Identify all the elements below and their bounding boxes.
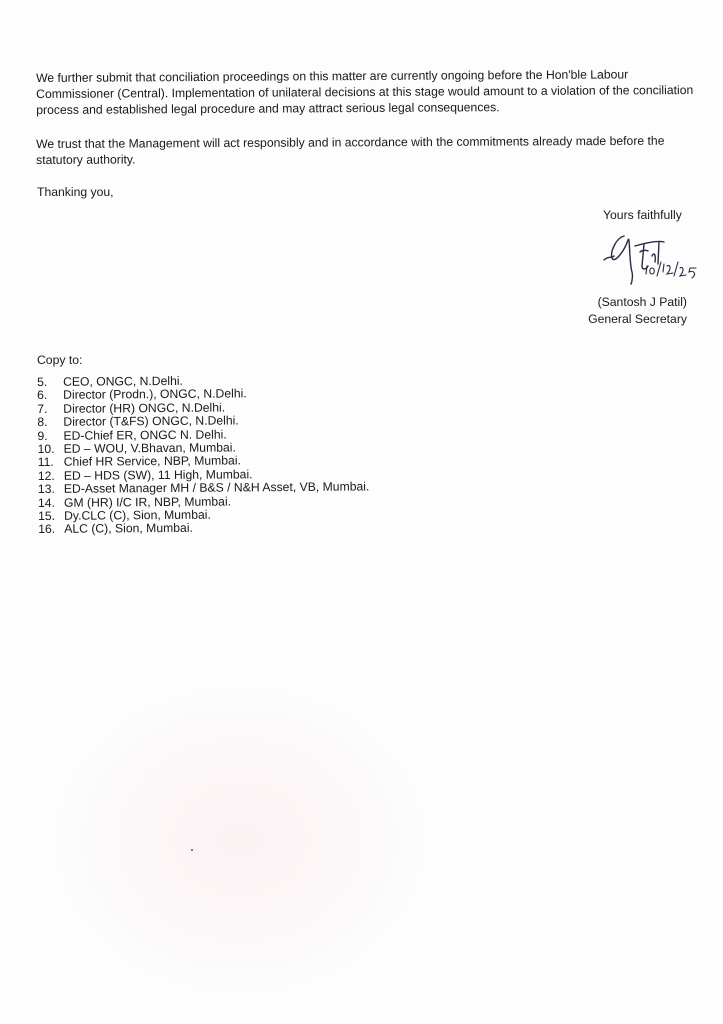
- paragraph-conciliation: We further submit that conciliation proceedings on this matter are currently ongoing before the Hon'ble Labour Commissioner (Central). Implementation of unilateral decisions at this stage would amount to a violation of the conciliation process and established legal procedure and may attract serious legal consequences.: [36, 67, 694, 117]
- copy-to-item-text: Director (HR) ONGC, N.Delhi.: [63, 400, 226, 416]
- copy-to-item-number: 16.: [38, 522, 56, 537]
- copy-to-item-text: ED-Chief ER, ONGC N. Delhi.: [63, 427, 227, 443]
- copy-to-item-number: 12.: [37, 468, 55, 483]
- copy-to-item-number: 8.: [37, 415, 48, 430]
- copy-to-item-text: Director (Prodn.), ONGC, N.Delhi.: [63, 386, 247, 403]
- copy-to-item-number: 13.: [37, 482, 55, 497]
- copy-to-item-number: 10.: [37, 441, 55, 457]
- copy-to-item-text: ED – HDS (SW), 11 High, Mumbai.: [63, 467, 253, 483]
- copy-to-item-number: 7.: [37, 401, 48, 416]
- handwritten-signature: [602, 222, 712, 288]
- copy-to-item-number: 5.: [36, 374, 48, 389]
- copy-to-item-text: CEO, ONGC, N.Delhi.: [62, 373, 183, 389]
- copy-to-item-text: Director (T&FS) ONGC, N.Delhi.: [63, 413, 239, 430]
- copy-to-item-text: Dy.CLC (C), Sion, Mumbai.: [64, 507, 211, 523]
- paper-stain: [60, 690, 420, 990]
- copy-to-item-number: 14.: [37, 495, 56, 510]
- thanking-line: Thanking you,: [37, 185, 114, 199]
- copy-to-item-text: ALC (C), Sion, Mumbai.: [64, 521, 193, 537]
- signer-block: [588, 294, 687, 328]
- copy-to-list: [37, 373, 370, 536]
- paragraph-trust: We trust that the Management will act responsibly and in accordance with the commitments already made before the statutory authority.: [36, 133, 665, 167]
- copy-to-item-text: ED – WOU, V.Bhavan, Mumbai.: [63, 440, 236, 456]
- copy-to-item-number: 15.: [38, 508, 56, 524]
- closing-line: Yours faithfully: [603, 208, 682, 222]
- copy-to-item-number: 9.: [37, 428, 48, 443]
- copy-to-item: [38, 521, 370, 537]
- copy-to-item-text: Chief HR Service, NBP, Mumbai.: [63, 453, 241, 470]
- copy-to-heading: Copy to:: [37, 353, 83, 367]
- copy-to-item-text: GM (HR) I/C IR, NBP, Mumbai.: [63, 494, 232, 510]
- signer-title: General Secretary: [588, 312, 687, 326]
- signer-name: (Santosh J Patil): [597, 295, 687, 309]
- speck: [191, 849, 193, 851]
- copy-to-item-text: ED-Asset Manager MH / B&S / N&H Asset, VB, Mumbai.: [63, 479, 370, 497]
- copy-to-item-number: 6.: [37, 388, 48, 403]
- copy-to-item-number: 11.: [37, 455, 54, 470]
